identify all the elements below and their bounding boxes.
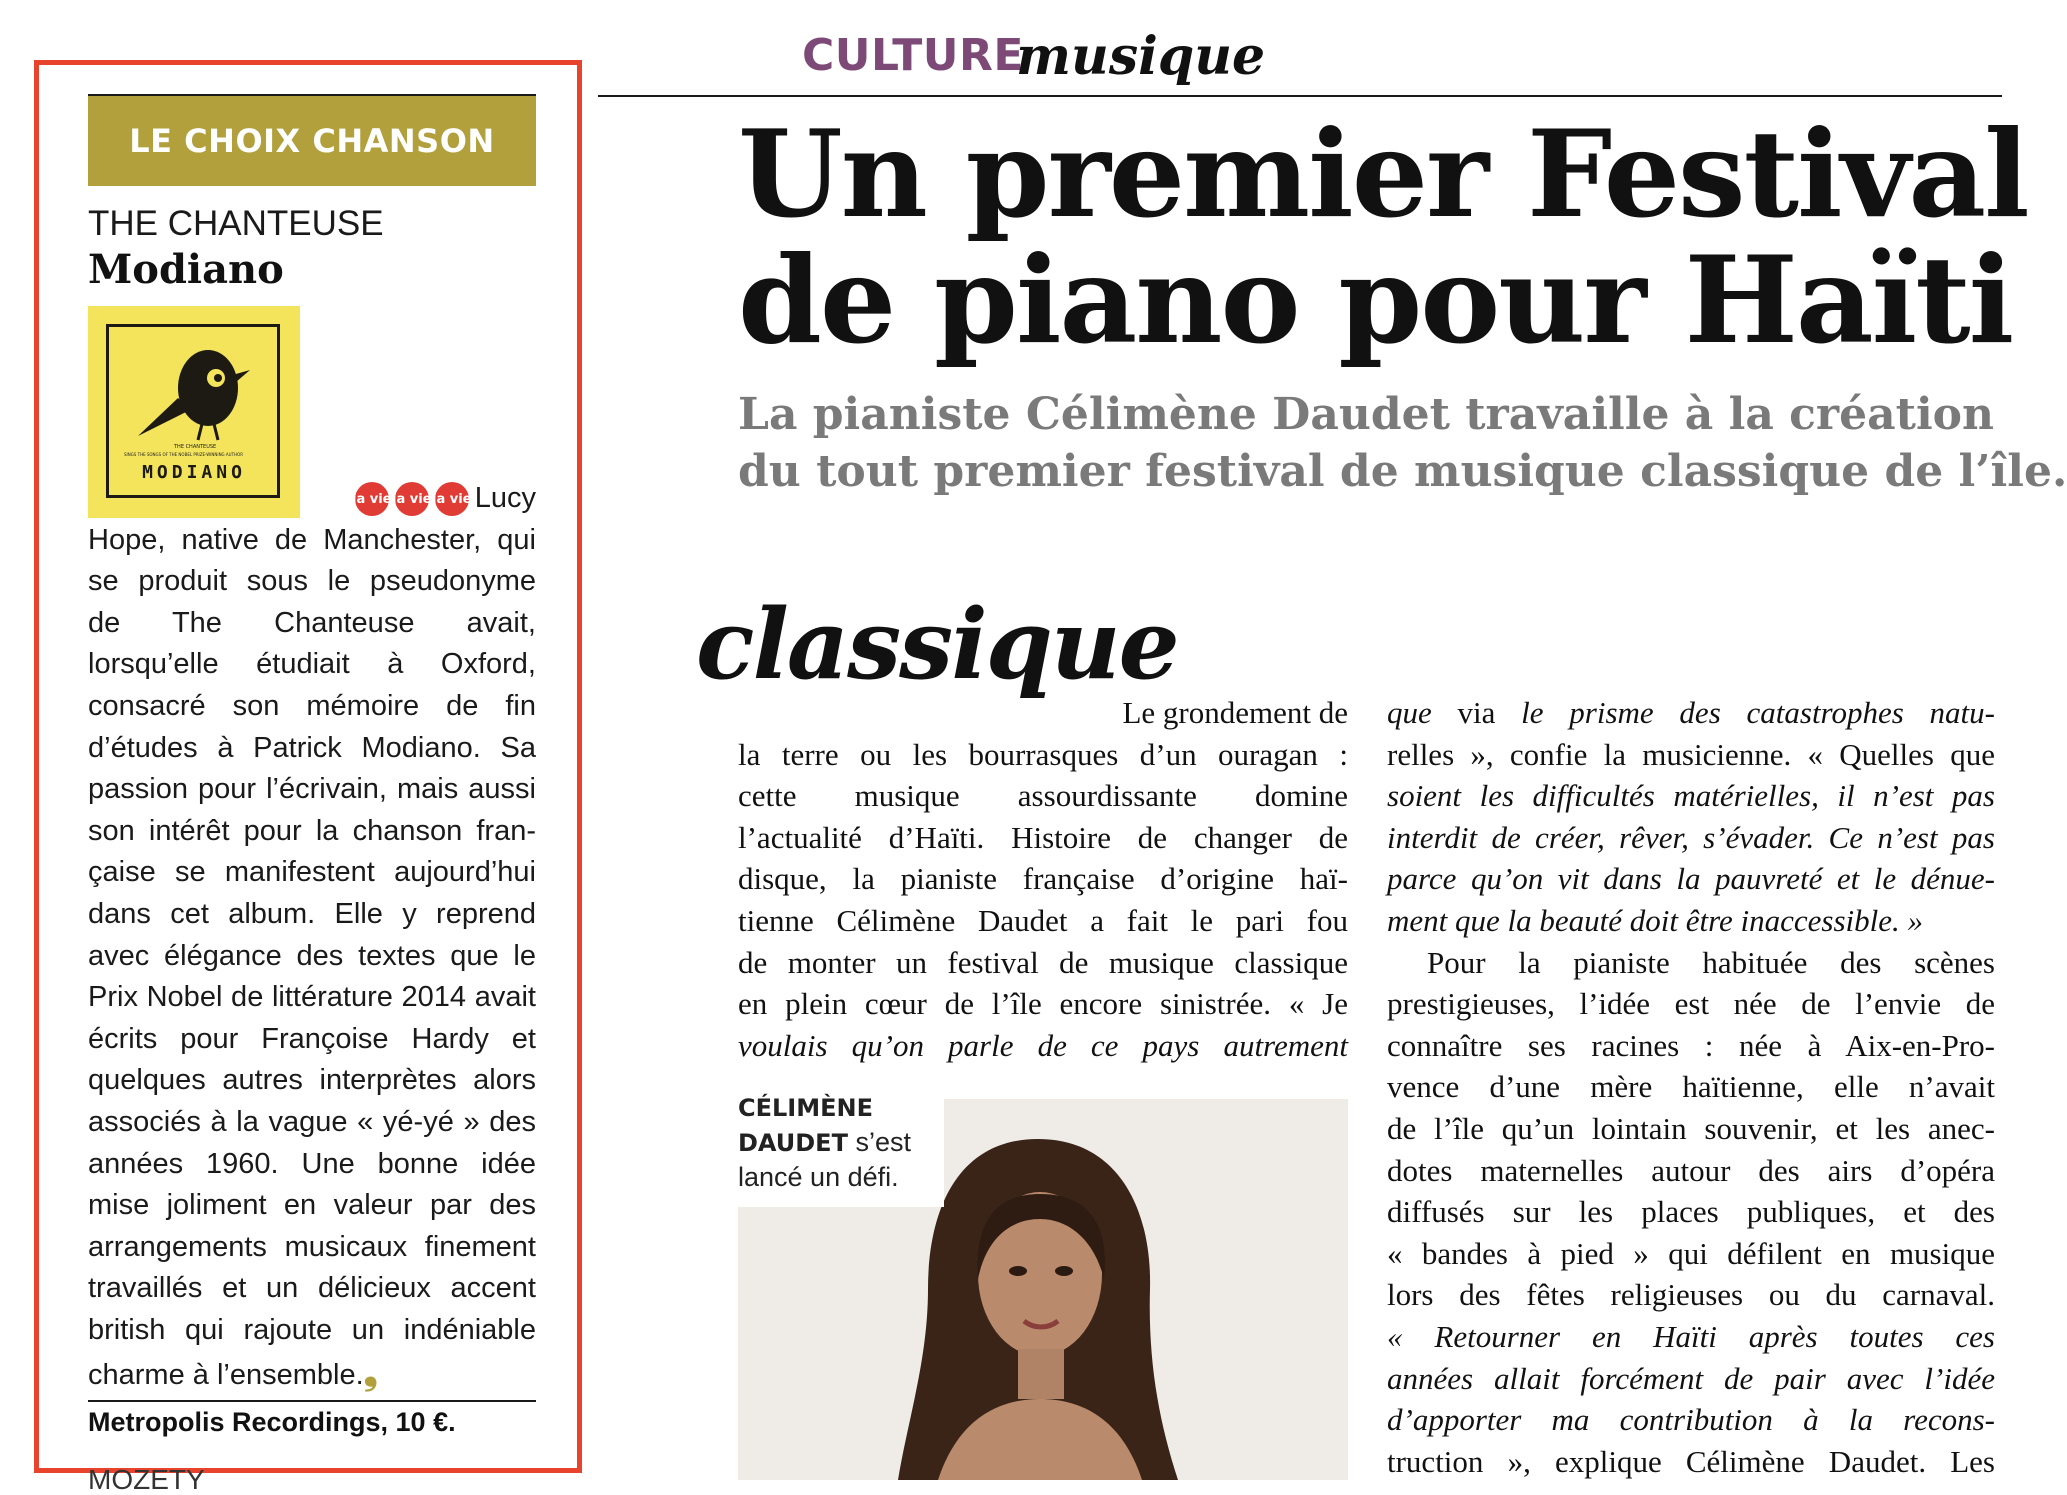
- photo-caption: [738, 1090, 938, 1194]
- review-line: écrits pour Françoise Hardy et: [88, 1022, 536, 1055]
- body-line: connaître ses racines : née à Aix-en-Pro-: [1387, 1027, 1995, 1063]
- body-column-1: [738, 692, 1348, 1066]
- review-line: Hope, native de Manchester, qui: [88, 523, 536, 556]
- review-line: passion pour l’écrivain, mais aussi: [88, 773, 536, 806]
- review-line: avec élégance des textes que le: [88, 939, 536, 972]
- review-line: associés à la vague « yé-yé » des: [88, 1105, 536, 1138]
- body-line: ment que la beauté doit être inaccessible. »: [1387, 902, 1924, 938]
- body-line: « Retourner en Haïti après toutes ces: [1387, 1318, 1995, 1354]
- body-line: d’apporter ma contribution à la recons-: [1387, 1402, 1995, 1438]
- headline: [738, 104, 2038, 371]
- body-line: disque, la pianiste française d’origine haï-: [738, 861, 1348, 897]
- bird-icon: [128, 340, 258, 450]
- body-line: cette musique assourdissante domine: [738, 778, 1348, 814]
- caption-name: CÉLIMÈNE: [738, 1094, 873, 1122]
- review-line: dans cet album. Elle y reprend: [88, 897, 536, 930]
- cover-text-1: THE CHANTEUSE: [174, 444, 217, 450]
- body-line: lors des fêtes religieuses ou du carnaval.: [1387, 1277, 1995, 1313]
- rating-seal-icon: la vie: [395, 482, 429, 516]
- caption-text: s’est: [855, 1127, 911, 1157]
- body-line: Pour la pianiste habituée des scènes: [1427, 944, 1995, 980]
- review-line: Prix Nobel de littérature 2014 avait: [88, 981, 536, 1014]
- sidebar-banner: LE CHOIX CHANSON: [88, 96, 536, 186]
- standfirst: [738, 386, 2067, 500]
- body-line: dotes maternelles autour des airs d’opéra: [1387, 1152, 1995, 1188]
- body-line: de l’île qu’un lointain souvenir, et les anec-: [1387, 1110, 1995, 1146]
- rating-seal-icon: la vie: [435, 482, 469, 516]
- body-line: vence d’une mère haïtienne, elle n’avait: [1387, 1069, 1995, 1105]
- end-mark-icon: ❟: [363, 1351, 378, 1393]
- review-line: çaise se manifestent aujourd’hui: [88, 856, 536, 889]
- body-line: en plein cœur de l’île encore sinistrée. « Je: [738, 986, 1348, 1022]
- rating-icons: [351, 482, 472, 516]
- rubric-label: classique: [696, 588, 1178, 701]
- review-line: british qui rajoute un indéniable: [88, 1313, 536, 1346]
- standfirst-line: La pianiste Célimène Daudet travaille à la création: [738, 389, 1994, 440]
- body-line: « bandes à pied » qui défilent en musique: [1387, 1235, 1995, 1271]
- review-text: [88, 478, 536, 1393]
- body-line: tienne Célimène Daudet a fait le pari fou: [738, 902, 1348, 938]
- body-column-2: que via le prisme des catastrophes natu- relles », confie la musicienne. « Quelles que soient les difficultés matérielles, il n’est pas interdit de créer, rêver, s’évader. Ce n’est pas parce qu’on vit dans la pauvreté et le dénue- ment que la beauté doit être inaccessible. » Pour la pianiste habituée des scènes prestigieuses, l’idée est née de l’envie de connaître ses racines : née à Aix-en-Pro- vence d’une mère haïtienne, elle n’avait de l’île qu’un lointain souvenir, et les anec- dotes maternelles autour des airs d’opéra diffusés sur les places publiques, et des « bandes à pied » qui défilent en musique lors des fêtes religieuses ou du carnaval. « Retourner en Haïti après toutes ces années allait forcément de pair avec l’idée d’apporter ma contribution à la recons- truction », explique Célimène Daudet. Les: [1387, 692, 1995, 1482]
- body-line: la terre ou les bourrasques d’un ouragan :: [738, 736, 1348, 772]
- review-line: consacré son mémoire de fin: [88, 689, 536, 722]
- section-sublabel: musique: [1016, 26, 1266, 87]
- body-line: l’actualité d’Haïti. Histoire de changer de: [738, 819, 1348, 855]
- body-line: diffusés sur les places publiques, et des: [1387, 1194, 1995, 1230]
- album-title: Modiano: [88, 246, 284, 293]
- cover-wordmark: MODIANO: [142, 462, 246, 483]
- review-line: lorsqu’elle étudiait à Oxford,: [88, 648, 536, 681]
- review-line: Lucy: [474, 482, 536, 514]
- body-line: relles », confie la musicienne. « Quelles que: [1387, 736, 1995, 772]
- review-line: se produit sous le pseudonyme: [88, 565, 536, 598]
- headline-line: Un premier Festival: [738, 104, 2028, 245]
- section-label: CULTURE: [802, 30, 1024, 81]
- review-line: son intérêt pour la chanson fran-: [88, 814, 536, 847]
- review-line: années 1960. Une bonne idée: [88, 1147, 536, 1180]
- review-line: charme à l’ensemble.: [88, 1359, 364, 1392]
- review-line: d’études à Patrick Modiano. Sa: [88, 731, 536, 764]
- body-line: de monter un festival de musique classique: [738, 944, 1348, 980]
- section-rule: [598, 95, 2002, 97]
- review-line: travaillés et un délicieux accent: [88, 1272, 536, 1305]
- standfirst-line: du tout premier festival de musique classique de l’île.: [738, 446, 2067, 497]
- body-line: parce qu’on vit dans la pauvreté et le dénue-: [1387, 861, 1995, 897]
- review-line: mise joliment en valeur par des: [88, 1189, 536, 1222]
- body-line: prestigieuses, l’idée est née de l’envie de: [1387, 986, 1995, 1022]
- review-line: quelques autres interprètes alors: [88, 1064, 536, 1097]
- caption-text: lancé un défi.: [738, 1162, 899, 1192]
- body-line: années allait forcément de pair avec l’idée: [1387, 1360, 1995, 1396]
- body-line: soient les difficultés matérielles, il n’est pas: [1387, 778, 1995, 814]
- sidebar-rule: [88, 1400, 536, 1402]
- headline-line: de piano pour Haïti: [738, 230, 2013, 371]
- label-price: Metropolis Recordings, 10 €.: [88, 1407, 456, 1437]
- next-item-cut: MOZETY: [88, 1464, 205, 1495]
- body-line: Le grondement de: [1122, 695, 1348, 730]
- rating-seal-icon: la vie: [355, 482, 389, 516]
- caption-name: DAUDET: [738, 1129, 848, 1157]
- body-line: truction », explique Célimène Daudet. Les: [1387, 1443, 1995, 1479]
- body-line: voulais qu’on parle de ce pays autrement: [738, 1027, 1348, 1063]
- review-line: arrangements musicaux finement: [88, 1230, 536, 1263]
- cover-text-2: SINGS THE SONGS OF THE NOBEL PRIZE-WINNING AUTHOR: [124, 452, 243, 457]
- artist-name: THE CHANTEUSE: [88, 204, 384, 243]
- body-line: interdit de créer, rêver, s’évader. Ce n’est pas: [1387, 819, 1995, 855]
- review-line: de The Chanteuse avait,: [88, 606, 536, 639]
